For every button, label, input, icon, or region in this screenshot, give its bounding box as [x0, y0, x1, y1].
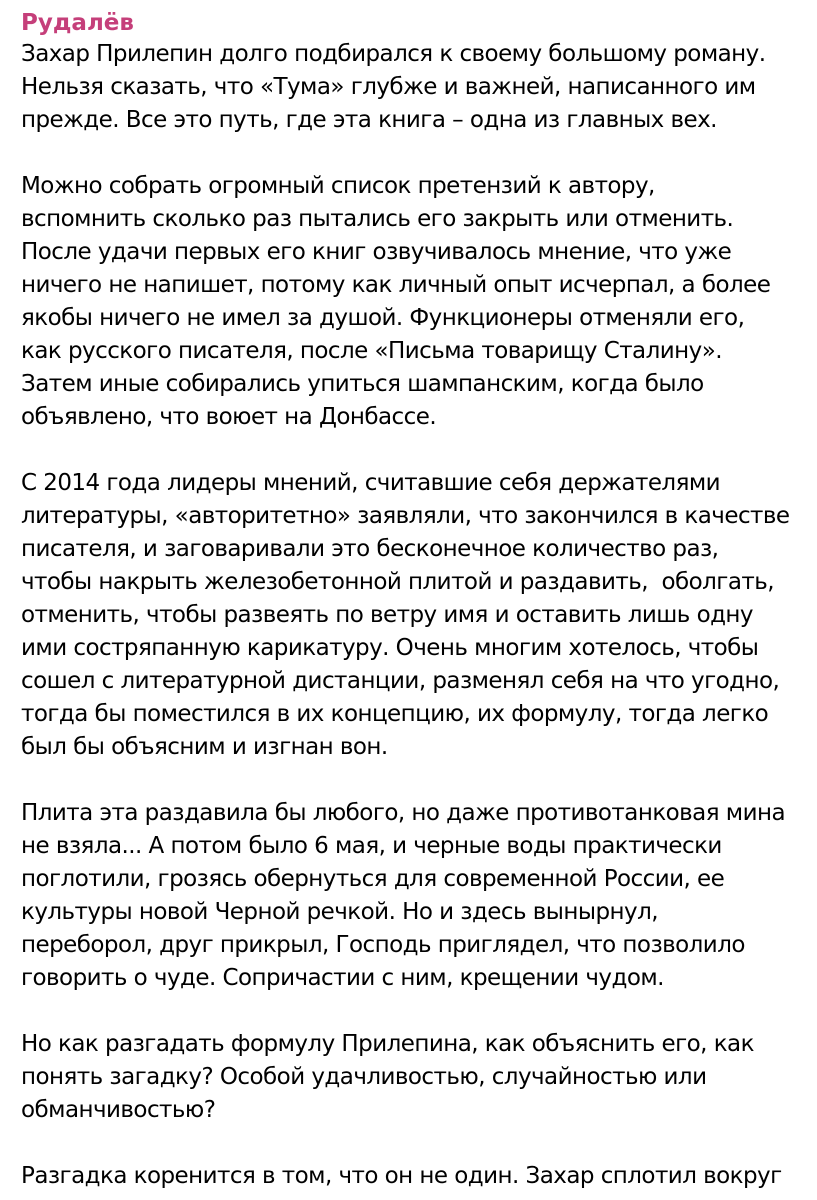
message-paragraph	[21, 1160, 803, 1193]
message-text-line: говорить о чуде. Сопричастии с ним, крещении чудом.	[21, 965, 664, 991]
message-text-line: ими состряпанную карикатуру. Очень многим хотелось, чтобы	[21, 635, 759, 661]
message-text-line: Захар Прилепин долго подбирался к своему большому роману.	[21, 41, 766, 67]
message-paragraph	[21, 797, 803, 995]
message-text-line: якобы ничего не имел за душой. Функционеры отменяли его,	[21, 305, 745, 331]
message-paragraph	[21, 170, 803, 434]
message-text-line: Плита эта раздавила бы любого, но даже противотанковая мина	[21, 800, 786, 826]
message-text-line: Но как разгадать формулу Прилепина, как объяснить его, как	[21, 1031, 754, 1057]
message-text	[21, 38, 803, 1193]
message-text-line: чтобы накрыть железобетонной плитой и раздавить, оболгать,	[21, 569, 774, 595]
message-paragraph	[21, 38, 803, 137]
message-text-line: поглотили, грозясь обернуться для современной России, ее	[21, 866, 725, 892]
message-text-line: отменить, чтобы развеять по ветру имя и оставить лишь одну	[21, 602, 753, 628]
message-text-line: тогда бы поместился в их концепцию, их формулу, тогда легко	[21, 701, 769, 727]
message-text-line: Нельзя сказать, что «Тума» глубже и важней, написанного им	[21, 74, 756, 100]
message-text-line: Затем иные собирались упиться шампанским, когда было	[21, 371, 704, 397]
message-text-line: культуры новой Черной речкой. Но и здесь вынырнул,	[21, 899, 658, 925]
message-text-line: Можно собрать огромный список претензий к автору,	[21, 173, 655, 199]
message-paragraph	[21, 1028, 803, 1127]
sender-name[interactable]: Рудалёв	[21, 10, 134, 36]
message-text-line: объявлено, что воюет на Донбассе.	[21, 404, 437, 430]
message-text-line: не взяла... А потом было 6 мая, и черные воды практически	[21, 833, 722, 859]
message-text-line: был бы объясним и изгнан вон.	[21, 734, 388, 760]
message-text-line: понять загадку? Особой удачливостью, случайностью или	[21, 1064, 707, 1090]
message-text-line: После удачи первых его книг озвучивалось мнение, что уже	[21, 239, 732, 265]
message-paragraph	[21, 467, 803, 764]
message-text-line: сошел с литературной дистанции, разменял себя на что угодно,	[21, 668, 780, 694]
message-text-line: писателя, и заговаривали это бесконечное количество раз,	[21, 536, 719, 562]
message-text-line: литературы, «авторитетно» заявляли, что закончился в качестве	[21, 503, 790, 529]
message-text-line: вспомнить сколько раз пытались его закрыть или отменить.	[21, 206, 734, 232]
message-text-line: ничего не напишет, потому как личный опыт исчерпал, а более	[21, 272, 771, 298]
message-text-line: переборол, друг прикрыл, Господь приглядел, что позволило	[21, 932, 745, 958]
message-text-line: Разгадка коренится в том, что он не один. Захар сплотил вокруг	[21, 1163, 782, 1189]
message-text-line: прежде. Все это путь, где эта книга – одна из главных вех.	[21, 107, 717, 133]
message-text-line: С 2014 года лидеры мнений, считавшие себя держателями	[21, 470, 721, 496]
message-text-line: как русского писателя, после «Письма товарищу Сталину».	[21, 338, 722, 364]
message-text-line: обманчивостью?	[21, 1097, 216, 1123]
